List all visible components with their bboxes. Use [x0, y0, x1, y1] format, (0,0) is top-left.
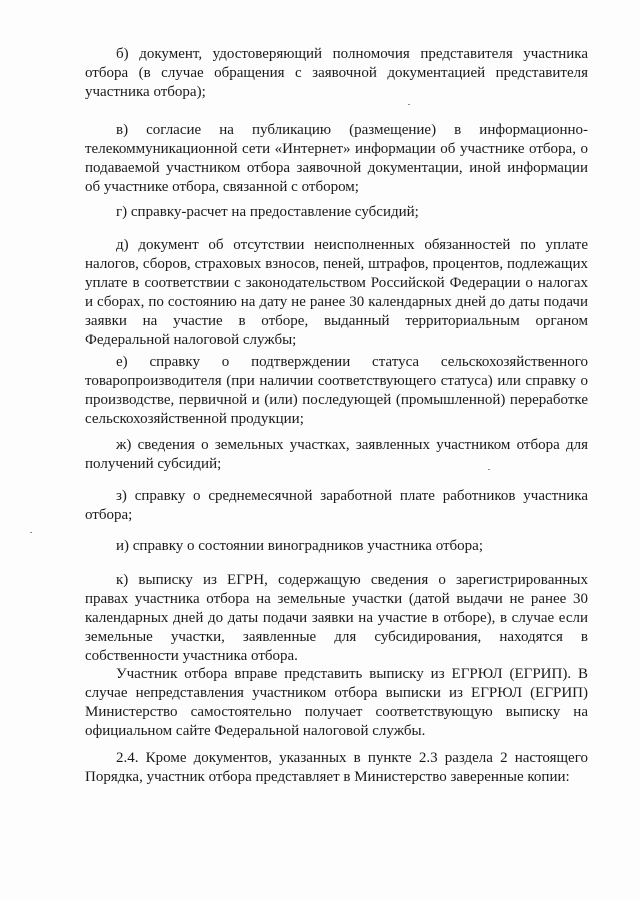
- paragraph-b: б) документ, удостоверяющий полномочия представителя участника отбора (в случае обращения с заявочной документацией представителя участника отбора);: [85, 46, 588, 100]
- paragraph-g: г) справку-расчет на предоставление субсидий;: [116, 204, 419, 220]
- scan-speck: [488, 469, 490, 470]
- paragraph-e: е) справку о подтверждении статуса сельскохозяйственного товаропроизводителя (при наличии соответствующего статуса) или справку о производстве, первичной и (или) последующей (промышленной) переработке сельскохозяйственной продукции;: [85, 354, 588, 427]
- scan-speck: [30, 532, 32, 533]
- paragraph-k: к) выписку из ЕГРН, содержащую сведения о зарегистрированных правах участника отбора на земельные участки (датой выдачи не ранее 30 календарных дней до даты подачи заявки на участие в отборе), в случае если земельные участки, заявленные для субсидирования, находятся в собственности участника отбора.: [85, 572, 588, 664]
- paragraph-v: в) согласие на публикацию (размещение) в информационно-телекоммуникационной сети «Интернет» информации об участнике отбора, о подаваемой участником отбора заявочной документации, иной информации об участнике отбора, связанной с отбором;: [85, 122, 588, 195]
- paragraph-zh: ж) сведения о земельных участках, заявленных участником отбора для получений субсидий;: [85, 437, 588, 472]
- paragraph-2-4: 2.4. Кроме документов, указанных в пункте 2.3 раздела 2 настоящего Порядка, участник отбора представляет в Министерство заверенные копии:: [85, 750, 588, 785]
- paragraph-d: д) документ об отсутствии неисполненных обязанностей по уплате налогов, сборов, страховых взносов, пеней, штрафов, процентов, подлежащих уплате в соответствии с законодательством Российской Федерации о налогах и сборах, по состоянию на дату не ранее 30 календарных дней до даты подачи заявки на участие в отборе, выданный территориальным органом Федеральной налоговой службы;: [85, 237, 588, 348]
- paragraph-egrul: Участник отбора вправе представить выписку из ЕГРЮЛ (ЕГРИП). В случае непредставления участником отбора выписки из ЕГРЮЛ (ЕГРИП) Министерство самостоятельно получает соответствующую выписку на официальном сайте Федеральной налоговой службы.: [85, 666, 588, 739]
- paragraph-z: з) справку о среднемесячной заработной плате работников участника отбора;: [85, 488, 588, 523]
- scan-speck: [408, 104, 410, 105]
- paragraph-i: и) справку о состоянии виноградников участника отбора;: [116, 538, 484, 554]
